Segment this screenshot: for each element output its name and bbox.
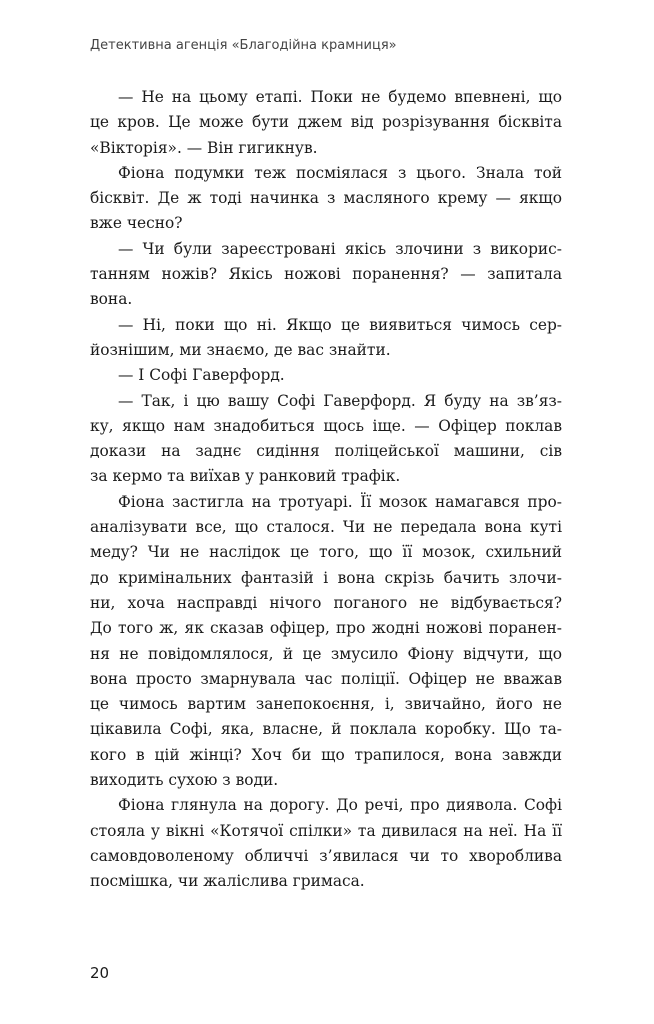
text-line: — Не на цьому етапі. Поки не будемо впевнені, що: [118, 88, 562, 106]
text-line: до кримінальних фантазій і вона скрізь бачить злочи-: [90, 568, 562, 587]
text-line: це кров. Це може бути джем від розрізування бісквіта: [90, 113, 562, 132]
text-line: ни, хоча насправді нічого поганого не відбувається?: [90, 593, 562, 612]
text-line: ку, якщо нам знадобиться щось іще. — Офіцер поклав: [90, 416, 562, 435]
text-line: — Так, і цю вашу Софі Гаверфорд. Я буду на зв’яз-: [118, 391, 562, 410]
text-line: докази на заднє сидіння поліцейської машини, сів: [90, 442, 562, 461]
text-line: йознішим, ми знаємо, де вас знайти.: [90, 340, 391, 359]
text-line: виходить сухою з води.: [90, 771, 279, 790]
text-line: вже чесно?: [90, 214, 183, 233]
text-line: Фіона глянула на дорогу. До речі, про диявола. Софі: [118, 796, 562, 815]
text-line: аналізувати все, що сталося. Чи не передала вона куті: [90, 518, 562, 537]
running-head: Детективна агенція «Благодійна крамниця»: [90, 38, 397, 53]
text-line: До того ж, як сказав офіцер, про жодні ножові поранен-: [90, 619, 562, 638]
text-line: цікавила Софі, яка, власне, й поклала коробку. Що та-: [90, 720, 562, 739]
text-line: кого в цій жінці? Хоч би що трапилося, вона завжди: [90, 745, 562, 764]
text-line: меду? Чи не наслідок це того, що її мозок, схильний: [90, 543, 562, 562]
text-line: стояла у вікні «Котячої спілки» та дивилася на неї. На її: [90, 821, 562, 840]
text-line: посмішка, чи жаліслива гримаса.: [90, 872, 365, 891]
text-line: вона просто змарнувала час поліції. Офіцер не вважав: [90, 669, 562, 688]
text-line: ня не повідомлялося, й це змусило Фіону відчути, що: [90, 644, 562, 663]
body-text: [90, 85, 562, 895]
text-line: це чимось вартим занепокоєння, і, звичайно, його не: [90, 695, 562, 714]
text-line: бісквіт. Де ж тоді начинка з масляного крему — якщо: [90, 189, 562, 208]
text-line: — Чи були зареєстровані якісь злочини з викорис-: [118, 239, 562, 258]
text-line: вона.: [90, 290, 133, 309]
page-number: 20: [90, 964, 110, 982]
text-line: — Ні, поки що ні. Якщо це виявиться чимось сер-: [118, 315, 562, 334]
text-line: Фіона подумки теж посміялася з цього. Знала той: [118, 163, 562, 182]
text-line: танням ножів? Якісь ножові поранення? — запитала: [90, 265, 562, 284]
text-line: самовдоволеному обличчі з’явилася чи то хвороблива: [90, 846, 562, 865]
text-line: «Вікторія». — Він гигикнув.: [90, 138, 318, 157]
text-line: — І Софі Гаверфорд.: [118, 366, 285, 385]
text-line: за кермо та виїхав у ранковий трафік.: [90, 467, 401, 486]
text-line: Фіона застигла на тротуарі. Її мозок намагався про-: [118, 492, 562, 511]
